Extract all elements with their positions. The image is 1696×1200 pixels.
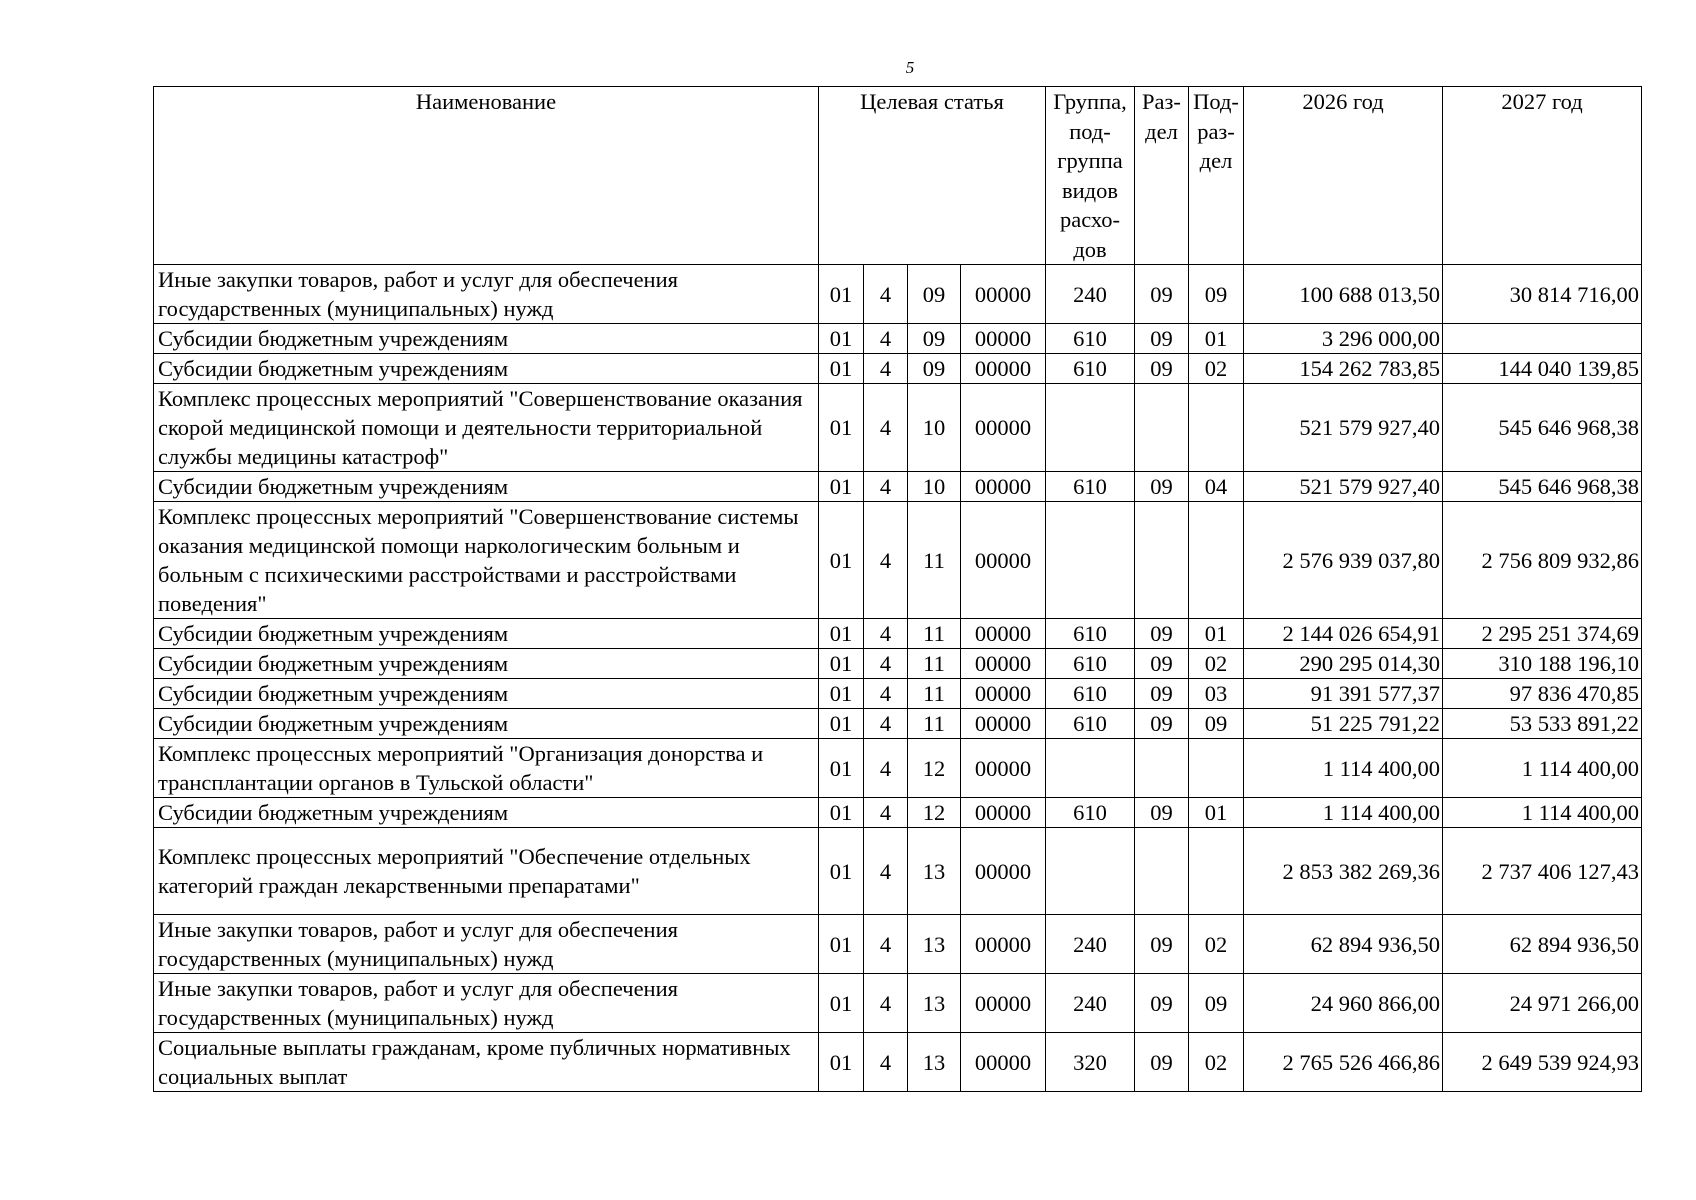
- header-section: Раз-дел: [1135, 87, 1189, 265]
- row-expense-group: 240: [1046, 915, 1135, 974]
- row-direction-code: 00000: [961, 619, 1046, 649]
- table-row: [154, 679, 1642, 709]
- row-name: Субсидии бюджетным учреждениям: [154, 354, 819, 384]
- row-amount-2026: 2 144 026 654,91: [1244, 619, 1443, 649]
- row-subprogram-type: 4: [864, 472, 908, 502]
- row-name: Субсидии бюджетным учреждениям: [154, 679, 819, 709]
- table-row: [154, 828, 1642, 915]
- row-subsection: 01: [1189, 324, 1244, 354]
- row-amount-2026: 521 579 927,40: [1244, 472, 1443, 502]
- row-subprogram-type: 4: [864, 354, 908, 384]
- row-amount-2026: 24 960 866,00: [1244, 974, 1443, 1033]
- row-name: Комплекс процессных мероприятий "Совершенствование оказания скорой медицинской помощи и деятельности территориальной службы медицины катастроф": [154, 384, 819, 472]
- page-number: 5: [905, 58, 915, 77]
- row-direction-code: 00000: [961, 384, 1046, 472]
- row-program: 01: [819, 472, 864, 502]
- row-name: Субсидии бюджетным учреждениям: [154, 324, 819, 354]
- row-amount-2026: 91 391 577,37: [1244, 679, 1443, 709]
- row-structural-element: 10: [908, 472, 961, 502]
- row-subprogram-type: 4: [864, 798, 908, 828]
- row-expense-group: [1046, 828, 1135, 915]
- row-name: Иные закупки товаров, работ и услуг для обеспечения государственных (муниципальных) нужд: [154, 915, 819, 974]
- row-amount-2027: [1443, 324, 1642, 354]
- row-amount-2026: 521 579 927,40: [1244, 384, 1443, 472]
- row-name: Комплекс процессных мероприятий "Совершенствование системы оказания медицинской помощи наркологическим больным и больным с психическими расстройствами и расстройствами поведения": [154, 502, 819, 619]
- header-subsection: Под-раз-дел: [1189, 87, 1244, 265]
- row-direction-code: 00000: [961, 472, 1046, 502]
- table-row: [154, 915, 1642, 974]
- row-subprogram-type: 4: [864, 502, 908, 619]
- row-name: Иные закупки товаров, работ и услуг для обеспечения государственных (муниципальных) нужд: [154, 265, 819, 324]
- row-structural-element: 13: [908, 828, 961, 915]
- row-structural-element: 11: [908, 619, 961, 649]
- row-expense-group: 610: [1046, 324, 1135, 354]
- row-program: 01: [819, 1033, 864, 1092]
- row-direction-code: 00000: [961, 679, 1046, 709]
- row-direction-code: 00000: [961, 828, 1046, 915]
- row-amount-2027: 310 188 196,10: [1443, 649, 1642, 679]
- table-row: [154, 709, 1642, 739]
- row-name: Комплекс процессных мероприятий "Обеспечение отдельных категорий граждан лекарственными препаратами": [154, 828, 819, 915]
- row-direction-code: 00000: [961, 739, 1046, 798]
- row-amount-2027: 53 533 891,22: [1443, 709, 1642, 739]
- row-direction-code: 00000: [961, 649, 1046, 679]
- row-name: Социальные выплаты гражданам, кроме публичных нормативных социальных выплат: [154, 1033, 819, 1092]
- row-program: 01: [819, 974, 864, 1033]
- table-row: [154, 619, 1642, 649]
- row-amount-2027: 1 114 400,00: [1443, 739, 1642, 798]
- row-structural-element: 11: [908, 679, 961, 709]
- row-structural-element: 09: [908, 324, 961, 354]
- row-subsection: 09: [1189, 709, 1244, 739]
- row-subprogram-type: 4: [864, 974, 908, 1033]
- row-amount-2026: 2 576 939 037,80: [1244, 502, 1443, 619]
- row-direction-code: 00000: [961, 324, 1046, 354]
- row-section: 09: [1135, 619, 1189, 649]
- row-amount-2027: 24 971 266,00: [1443, 974, 1642, 1033]
- row-amount-2026: 100 688 013,50: [1244, 265, 1443, 324]
- row-subsection: [1189, 828, 1244, 915]
- row-amount-2026: 2 853 382 269,36: [1244, 828, 1443, 915]
- row-program: 01: [819, 265, 864, 324]
- table-row: [154, 798, 1642, 828]
- row-expense-group: [1046, 739, 1135, 798]
- row-amount-2026: 51 225 791,22: [1244, 709, 1443, 739]
- row-name: Иные закупки товаров, работ и услуг для обеспечения государственных (муниципальных) нужд: [154, 974, 819, 1033]
- row-subprogram-type: 4: [864, 679, 908, 709]
- row-program: 01: [819, 679, 864, 709]
- table-row: [154, 354, 1642, 384]
- row-amount-2027: 1 114 400,00: [1443, 798, 1642, 828]
- row-section: [1135, 384, 1189, 472]
- row-amount-2027: 2 756 809 932,86: [1443, 502, 1642, 619]
- row-program: 01: [819, 384, 864, 472]
- table-row: [154, 974, 1642, 1033]
- row-amount-2027: 2 295 251 374,69: [1443, 619, 1642, 649]
- row-expense-group: 240: [1046, 974, 1135, 1033]
- table-row: [154, 384, 1642, 472]
- row-structural-element: 13: [908, 915, 961, 974]
- row-subsection: [1189, 384, 1244, 472]
- row-structural-element: 11: [908, 502, 961, 619]
- row-amount-2027: 97 836 470,85: [1443, 679, 1642, 709]
- row-direction-code: 00000: [961, 502, 1046, 619]
- row-direction-code: 00000: [961, 974, 1046, 1033]
- row-structural-element: 11: [908, 709, 961, 739]
- table-row: [154, 265, 1642, 324]
- row-expense-group: 610: [1046, 354, 1135, 384]
- row-subprogram-type: 4: [864, 619, 908, 649]
- table-row: [154, 472, 1642, 502]
- row-subsection: 02: [1189, 649, 1244, 679]
- row-structural-element: 13: [908, 974, 961, 1033]
- row-expense-group: [1046, 502, 1135, 619]
- row-amount-2026: 1 114 400,00: [1244, 739, 1443, 798]
- row-amount-2026: 3 296 000,00: [1244, 324, 1443, 354]
- row-subprogram-type: 4: [864, 1033, 908, 1092]
- row-structural-element: 09: [908, 265, 961, 324]
- row-subsection: 01: [1189, 619, 1244, 649]
- row-subprogram-type: 4: [864, 384, 908, 472]
- row-program: 01: [819, 502, 864, 619]
- row-structural-element: 12: [908, 798, 961, 828]
- row-subsection: 04: [1189, 472, 1244, 502]
- header-name: Наименование: [154, 87, 819, 265]
- row-section: 09: [1135, 915, 1189, 974]
- row-expense-group: 320: [1046, 1033, 1135, 1092]
- row-section: 09: [1135, 354, 1189, 384]
- row-name: Субсидии бюджетным учреждениям: [154, 619, 819, 649]
- row-section: [1135, 828, 1189, 915]
- row-subprogram-type: 4: [864, 265, 908, 324]
- row-expense-group: 610: [1046, 649, 1135, 679]
- row-name: Субсидии бюджетным учреждениям: [154, 472, 819, 502]
- row-structural-element: 12: [908, 739, 961, 798]
- row-direction-code: 00000: [961, 265, 1046, 324]
- row-amount-2027: 2 649 539 924,93: [1443, 1033, 1642, 1092]
- row-subsection: 02: [1189, 1033, 1244, 1092]
- row-subsection: 02: [1189, 354, 1244, 384]
- budget-table: [153, 86, 1642, 1092]
- row-direction-code: 00000: [961, 709, 1046, 739]
- row-expense-group: [1046, 384, 1135, 472]
- row-amount-2027: 30 814 716,00: [1443, 265, 1642, 324]
- row-subsection: 09: [1189, 974, 1244, 1033]
- row-direction-code: 00000: [961, 798, 1046, 828]
- row-section: 09: [1135, 265, 1189, 324]
- row-structural-element: 13: [908, 1033, 961, 1092]
- row-direction-code: 00000: [961, 915, 1046, 974]
- row-amount-2027: 144 040 139,85: [1443, 354, 1642, 384]
- row-program: 01: [819, 649, 864, 679]
- table-header-row: [154, 87, 1642, 265]
- row-section: 09: [1135, 324, 1189, 354]
- row-amount-2027: 62 894 936,50: [1443, 915, 1642, 974]
- row-subsection: 02: [1189, 915, 1244, 974]
- header-year-2026: 2026 год: [1244, 87, 1443, 265]
- row-subsection: 01: [1189, 798, 1244, 828]
- row-structural-element: 09: [908, 354, 961, 384]
- row-program: 01: [819, 739, 864, 798]
- row-expense-group: 610: [1046, 472, 1135, 502]
- row-program: 01: [819, 354, 864, 384]
- row-section: 09: [1135, 649, 1189, 679]
- row-expense-group: 610: [1046, 798, 1135, 828]
- row-name: Субсидии бюджетным учреждениям: [154, 798, 819, 828]
- row-program: 01: [819, 324, 864, 354]
- row-section: 09: [1135, 472, 1189, 502]
- row-program: 01: [819, 619, 864, 649]
- row-section: 09: [1135, 1033, 1189, 1092]
- row-expense-group: 610: [1046, 709, 1135, 739]
- table-body: [154, 265, 1642, 1092]
- row-program: 01: [819, 915, 864, 974]
- row-structural-element: 10: [908, 384, 961, 472]
- header-target-article: Целевая статья: [819, 87, 1046, 265]
- row-section: [1135, 739, 1189, 798]
- row-direction-code: 00000: [961, 354, 1046, 384]
- row-subprogram-type: 4: [864, 915, 908, 974]
- row-subsection: 09: [1189, 265, 1244, 324]
- row-amount-2027: 545 646 968,38: [1443, 384, 1642, 472]
- row-structural-element: 11: [908, 649, 961, 679]
- row-name: Субсидии бюджетным учреждениям: [154, 649, 819, 679]
- row-program: 01: [819, 828, 864, 915]
- row-amount-2026: 2 765 526 466,86: [1244, 1033, 1443, 1092]
- row-subprogram-type: 4: [864, 739, 908, 798]
- row-section: 09: [1135, 798, 1189, 828]
- row-subsection: 03: [1189, 679, 1244, 709]
- row-expense-group: 610: [1046, 619, 1135, 649]
- row-subprogram-type: 4: [864, 324, 908, 354]
- row-subprogram-type: 4: [864, 709, 908, 739]
- row-name: Субсидии бюджетным учреждениям: [154, 709, 819, 739]
- row-section: 09: [1135, 709, 1189, 739]
- row-section: 09: [1135, 974, 1189, 1033]
- table-row: [154, 1033, 1642, 1092]
- row-amount-2026: 154 262 783,85: [1244, 354, 1443, 384]
- row-direction-code: 00000: [961, 1033, 1046, 1092]
- row-subprogram-type: 4: [864, 828, 908, 915]
- row-subprogram-type: 4: [864, 649, 908, 679]
- table-row: [154, 324, 1642, 354]
- header-year-2027: 2027 год: [1443, 87, 1642, 265]
- row-amount-2026: 62 894 936,50: [1244, 915, 1443, 974]
- row-amount-2026: 290 295 014,30: [1244, 649, 1443, 679]
- row-subsection: [1189, 739, 1244, 798]
- row-expense-group: 240: [1046, 265, 1135, 324]
- row-expense-group: 610: [1046, 679, 1135, 709]
- table-row: [154, 649, 1642, 679]
- table-row: [154, 502, 1642, 619]
- row-amount-2026: 1 114 400,00: [1244, 798, 1443, 828]
- row-section: [1135, 502, 1189, 619]
- row-program: 01: [819, 709, 864, 739]
- table-row: [154, 739, 1642, 798]
- row-amount-2027: 2 737 406 127,43: [1443, 828, 1642, 915]
- row-section: 09: [1135, 679, 1189, 709]
- row-amount-2027: 545 646 968,38: [1443, 472, 1642, 502]
- row-program: 01: [819, 798, 864, 828]
- row-subsection: [1189, 502, 1244, 619]
- header-group: Группа, под-группа видов расхо-дов: [1046, 87, 1135, 265]
- row-name: Комплекс процессных мероприятий "Организация донорства и трансплантации органов в Тульской области": [154, 739, 819, 798]
